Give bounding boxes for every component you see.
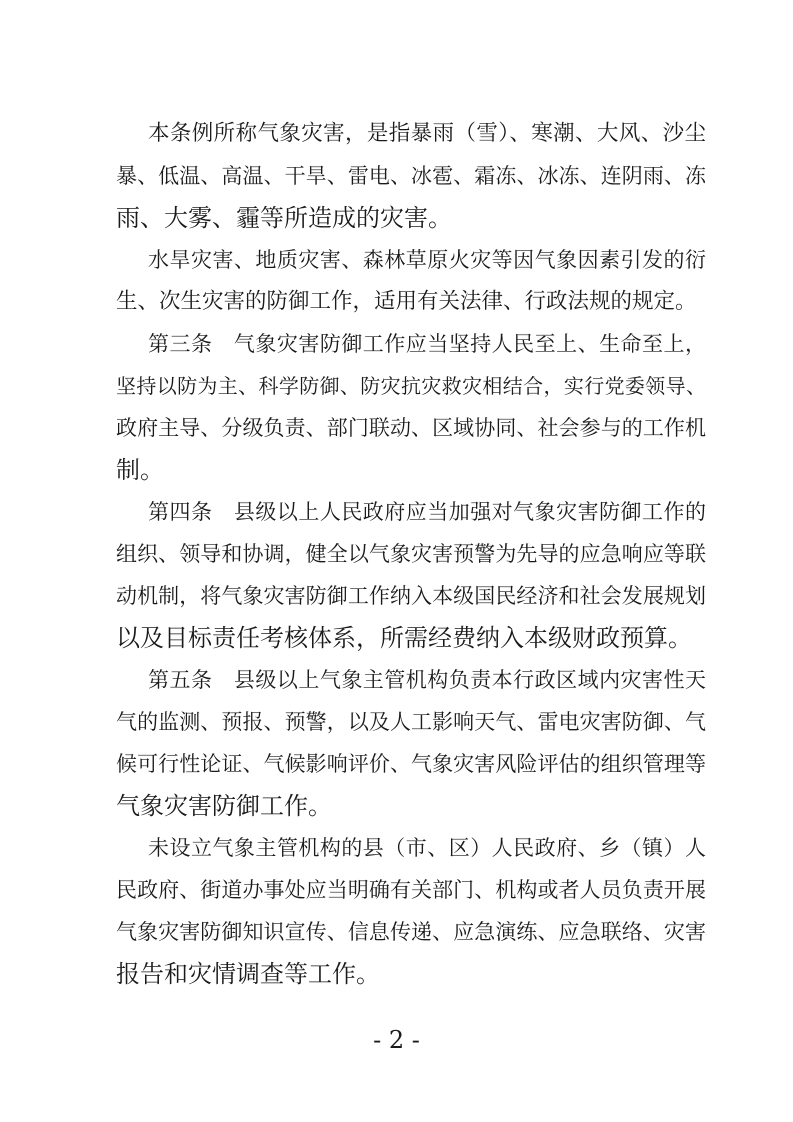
article-5-line: 第五条 县级以上气象主管机构负责本行政区域内灾害性天 (148, 668, 706, 692)
page-number: - 2 - (373, 1026, 420, 1054)
paragraph-line: 生、次生灾害的防御工作，适用有关法律、行政法规的规定。 (116, 289, 697, 314)
article-4-line: 组织、领导和协调，健全以气象灾害预警为先导的应急响应等联 (116, 542, 706, 566)
article-4-line: 以及目标责任考核体系，所需经费纳入本级财政预算。 (116, 624, 692, 652)
article-3-line: 坚持以防为主、科学防御、防灾抗灾救灾相结合，实行党委领导、 (116, 374, 706, 398)
paragraph-line: 雨、大雾、霾等所造成的灾害。 (116, 204, 452, 232)
paragraph-line: 气象灾害防御知识宣传、信息传递、应急演练、应急联络、灾害 (116, 920, 706, 944)
article-3-line: 第三条 气象灾害防御工作应当坚持人民至上、生命至上， (148, 332, 706, 356)
paragraph-line: 未设立气象主管机构的县（市、区）人民政府、乡（镇）人 (148, 836, 706, 860)
paragraph-line: 民政府、街道办事处应当明确有关部门、机构或者人员负责开展 (116, 878, 706, 902)
paragraph-line: 报告和灾情调查等工作。 (116, 960, 380, 988)
paragraph-line: 水旱灾害、地质灾害、森林草原火灾等因气象因素引发的衍 (148, 248, 706, 272)
article-5-line: 气的监测、预报、预警，以及人工影响天气、雷电灾害防御、气 (116, 710, 706, 734)
article-4-line: 第四条 县级以上人民政府应当加强对气象灾害防御工作的 (148, 500, 706, 524)
article-5-line: 气象灾害防御工作。 (116, 792, 332, 820)
paragraph-line: 本条例所称气象灾害，是指暴雨（雪）、寒潮、大风、沙尘 (148, 121, 706, 146)
article-5-line: 候可行性论证、气候影响评价、气象灾害风险评估的组织管理等 (116, 752, 706, 776)
article-3-line: 制。 (116, 456, 164, 484)
article-4-line: 动机制，将气象灾害防御工作纳入本级国民经济和社会发展规划 (116, 584, 706, 608)
paragraph-line: 暴、低温、高温、干旱、雷电、冰雹、霜冻、冰冻、连阴雨、冻 (116, 164, 706, 188)
article-3-line: 政府主导、分级负责、部门联动、区域协同、社会参与的工作机 (116, 416, 706, 440)
